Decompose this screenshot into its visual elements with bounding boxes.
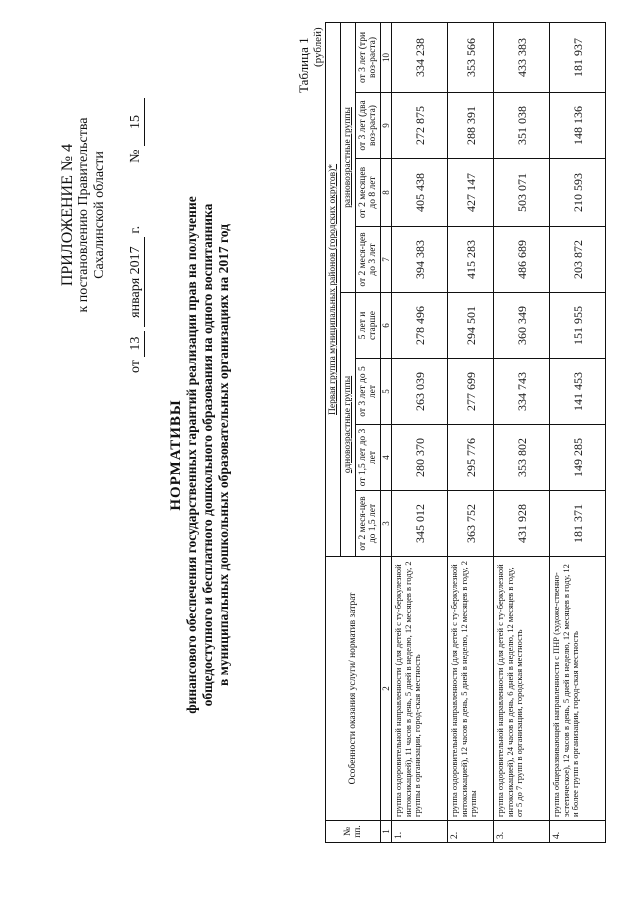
row-value: 363 752 [448, 491, 494, 557]
age-col-header: от 3 лет (три воз-раста) [356, 22, 381, 92]
row-number: 3. [494, 821, 550, 843]
row-value: 360 349 [494, 293, 550, 359]
column-number: 9 [381, 93, 392, 159]
date-day: 13 [128, 331, 145, 357]
row-value: 415 283 [448, 227, 494, 293]
row-value: 210 593 [550, 159, 606, 227]
row-description: группа оздоровительной направленности (для детей с ту-беркулезной интоксикацией), 24 часов в день, 6 дней в неделю, 12 месяцев в году, от 5 до 7 групп в организации, городская местность [494, 557, 550, 821]
row-value: 503 071 [494, 159, 550, 227]
row-number: 4. [550, 821, 606, 843]
header-desc: Особенности оказания услуги/ норматив затрат [326, 557, 381, 821]
row-number: 2. [448, 821, 494, 843]
header-same-age: одновозрастные группы [341, 293, 356, 557]
column-number: 1 [381, 821, 392, 843]
row-value: 263 039 [392, 359, 448, 425]
appendix-line1: к постановлению Правительства [76, 117, 91, 313]
row-description: группа оздоровительной направленности (для детей с ту-беркулезной интоксикацией), 12 часов в день, 5 дней в неделю, 12 месяцев в году, 2 группы [448, 557, 494, 821]
doc-number-value: 15 [128, 98, 145, 146]
age-col-header: от 2 меся-цев до 1,5 лет [356, 491, 381, 557]
document-title [168, 155, 232, 755]
row-value: 353 802 [494, 425, 550, 491]
row-value: 433 383 [494, 22, 550, 92]
column-number-row [381, 22, 392, 842]
row-value: 294 501 [448, 293, 494, 359]
appendix-block [60, 65, 108, 365]
row-value: 351 038 [494, 93, 550, 159]
appendix-number: ПРИЛОЖЕНИЕ № 4 [59, 143, 76, 287]
column-number: 7 [381, 227, 392, 293]
age-col-header: от 2 месяцев до 8 лет [356, 159, 381, 227]
row-value: 280 370 [392, 425, 448, 491]
column-number: 5 [381, 359, 392, 425]
row-value: 278 496 [392, 293, 448, 359]
appendix-line2: Сахалинской области [92, 151, 107, 279]
header-row-group [326, 22, 341, 842]
column-number: 4 [381, 425, 392, 491]
age-col-header: от 1,5 лет до 3 лет [356, 425, 381, 491]
row-value: 334 743 [494, 359, 550, 425]
column-number: 10 [381, 22, 392, 92]
row-value: 295 776 [448, 425, 494, 491]
date-suffix: г. [128, 225, 143, 234]
date-line [128, 98, 145, 373]
age-col-header: 5 лет и старше [356, 293, 381, 359]
row-value: 334 238 [392, 22, 448, 92]
doc-number-label: № [128, 149, 143, 163]
row-value: 427 147 [448, 159, 494, 227]
unit-label: (рублей) [312, 27, 324, 67]
age-col-header: от 3 лет до 5 лет [356, 359, 381, 425]
row-value: 149 285 [550, 425, 606, 491]
title-line3: в муниципальных дошкольных образовательных организациях на 2017 год [216, 224, 231, 686]
row-number: 1. [392, 821, 448, 843]
header-mixed-age: разновозрастные группы [341, 22, 356, 292]
table-row [550, 22, 606, 842]
age-col-header: от 3 лет (два воз-раста) [356, 93, 381, 159]
row-value: 405 438 [392, 159, 448, 227]
title-line1: финансового обеспечения государственных гарантий реализации прав на получение [184, 196, 199, 714]
row-value: 181 937 [550, 22, 606, 92]
norms-table [325, 22, 606, 843]
age-col-header: от 2 меся-цев до 3 лет [356, 227, 381, 293]
title-line2: общедоступного и бесплатного дошкольного образования на одного воспитанника [200, 203, 215, 707]
table-label: Таблица 1 [296, 37, 311, 93]
row-value: 141 453 [550, 359, 606, 425]
row-value: 272 875 [392, 93, 448, 159]
row-value: 353 566 [448, 22, 494, 92]
row-description: группа общеразвивающей направленности с ПНР (художе-ственно-эстетическое), 12 часов в день, 5 дней в неделю, 12 месяцев в году, 12 и более групп в организации, город-ская местность [550, 557, 606, 821]
row-value: 203 872 [550, 227, 606, 293]
title-heading: НОРМАТИВЫ [168, 399, 184, 511]
header-num: № пп. [326, 821, 381, 843]
row-value: 431 928 [494, 491, 550, 557]
row-value: 151 955 [550, 293, 606, 359]
row-value: 288 391 [448, 93, 494, 159]
column-number: 8 [381, 159, 392, 227]
column-number: 2 [381, 557, 392, 821]
row-description: группа оздоровительной направленности (для детей с ту-беркулезной интоксикацией), 11 часов в день, 5 дней в неделю, 12 месяцев в году, 2 группы в организации, город-ская местность [392, 557, 448, 821]
date-month-year: января 2017 [128, 237, 145, 327]
row-value: 277 699 [448, 359, 494, 425]
table-row [494, 22, 550, 842]
table-row [448, 22, 494, 842]
column-number: 6 [381, 293, 392, 359]
table-row [392, 22, 448, 842]
row-value: 181 371 [550, 491, 606, 557]
row-value: 394 383 [392, 227, 448, 293]
column-number: 3 [381, 491, 392, 557]
date-prefix: от [128, 360, 143, 373]
row-value: 345 012 [392, 491, 448, 557]
header-group: Первая группа муниципальных районов (городских округов)* [326, 22, 341, 556]
row-value: 486 689 [494, 227, 550, 293]
row-value: 148 136 [550, 93, 606, 159]
